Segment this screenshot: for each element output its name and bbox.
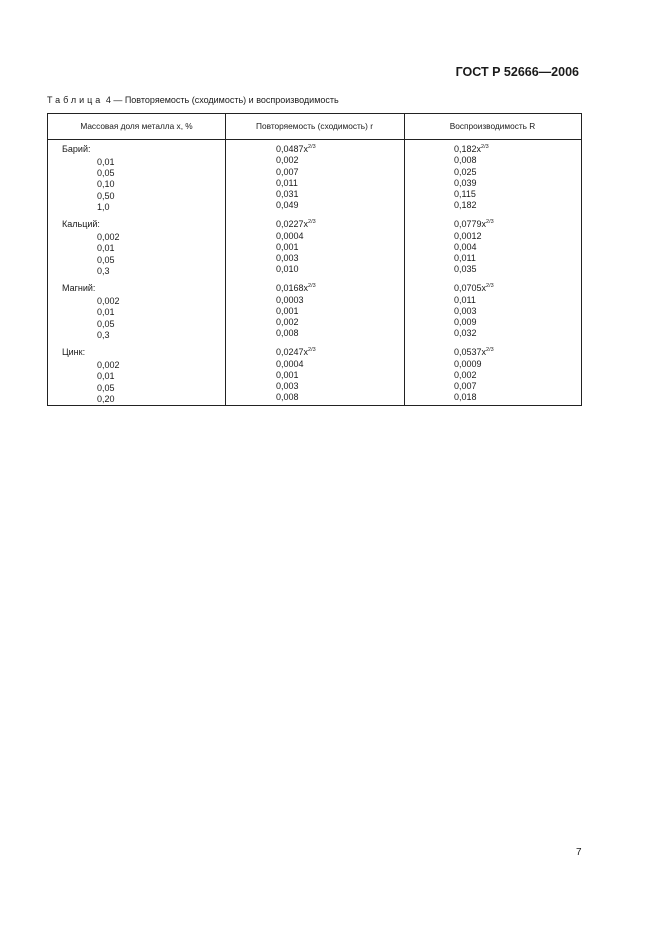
table-row [48,317,581,328]
mass-fraction-value: 1,0 [97,201,110,212]
formula-text: 0,0705x [454,283,487,294]
reproducibility-value: 0,004 [454,241,477,252]
reproducibility-value: 0,039 [454,177,477,188]
repeatability-formula [276,347,316,358]
repeatability-value: 0,002 [276,317,299,328]
formula-text: 0,0487x [276,144,309,154]
repeatability-formula [276,144,316,155]
reproducibility-value: 0,182 [454,200,477,211]
reproducibility-value: 0,032 [454,328,477,339]
metal-group [48,219,581,275]
reproducibility-value: 0,025 [454,166,477,177]
formula-text: 0,0779x [454,219,487,230]
repeatability-value: 0,031 [276,189,299,200]
mass-fraction-value: 0,002 [97,232,120,243]
table-row [48,306,581,317]
table-caption-title: — Повторяемость (сходимость) и воспроизводимость [110,95,339,105]
table-row [48,167,581,178]
repeatability-value: 0,0004 [276,358,304,369]
repeatability-value: 0,002 [276,155,299,166]
table-row [48,328,581,339]
reproducibility-value: 0,007 [454,381,477,392]
reproducibility-value: 0,003 [454,305,477,316]
table-row [48,359,581,370]
repeatability-value: 0,003 [276,381,299,392]
mass-fraction-value: 0,3 [97,265,110,276]
metal-name: Цинк: [62,347,86,358]
table-row [48,242,581,253]
exponent: 2/3 [308,144,316,150]
mass-fraction-value: 0,01 [97,156,115,167]
exponent: 2/3 [486,283,494,290]
reproducibility-value: 0,002 [454,369,477,380]
header-divider [48,139,581,140]
table-row [48,370,581,381]
formula-text: 0,182x [454,144,482,154]
exponent: 2/3 [308,219,316,226]
repeatability-value: 0,011 [276,177,298,188]
table-row [48,189,581,200]
repeatability-value: 0,001 [276,241,299,252]
reproducibility-value: 0,011 [454,253,476,264]
metal-name: Барий: [62,144,91,154]
repeatability-value: 0,003 [276,253,299,264]
mass-fraction-value: 0,10 [97,179,115,190]
metal-group [48,144,581,212]
formula-text: 0,0247x [276,347,309,358]
formula-text: 0,0168x [276,283,309,294]
repeatability-value: 0,001 [276,305,299,316]
repeatability-value: 0,049 [276,200,299,211]
mass-fraction-value: 0,50 [97,190,115,201]
mass-fraction-value: 0,05 [97,254,115,265]
mass-fraction-value: 0,01 [97,307,115,318]
repeatability-value: 0,0004 [276,230,304,241]
mass-fraction-value: 0,05 [97,382,115,393]
mass-fraction-value: 0,01 [97,243,115,254]
table-row [48,381,581,392]
table-row [48,231,581,242]
column-header-repeatability: Повторяемость (сходимость) r [256,121,373,131]
reproducibility-value: 0,115 [454,189,476,200]
mass-fraction-value: 0,20 [97,393,115,404]
exponent: 2/3 [486,347,494,354]
document-code: ГОСТ Р 52666—2006 [455,65,579,79]
reproducibility-formula [454,219,494,230]
formula-text: 0,0227x [276,219,309,230]
precision-table [47,113,582,406]
table-caption-number: 4 [105,95,111,105]
reproducibility-value: 0,011 [454,294,476,305]
reproducibility-value: 0,018 [454,392,477,403]
repeatability-value: 0,008 [276,392,299,403]
page-number: 7 [576,847,582,858]
reproducibility-value: 0,009 [454,317,477,328]
reproducibility-value: 0,0009 [454,358,482,369]
formula-text: 0,0537x [454,347,487,358]
column-header-reproducibility: Воспроизводимость R [449,121,536,131]
repeatability-formula [276,219,316,230]
repeatability-formula [276,283,316,294]
repeatability-value: 0,0003 [276,294,304,305]
mass-fraction-value: 0,002 [97,360,120,371]
reproducibility-formula [454,347,494,358]
exponent: 2/3 [486,219,494,226]
table-row [48,295,581,306]
repeatability-value: 0,007 [276,166,299,177]
table-row [48,264,581,275]
mass-fraction-value: 0,01 [97,371,115,382]
table-row [48,283,581,294]
repeatability-value: 0,010 [276,264,299,275]
repeatability-value: 0,008 [276,328,299,339]
mass-fraction-value: 0,05 [97,318,115,329]
reproducibility-formula [454,283,494,294]
reproducibility-value: 0,035 [454,264,477,275]
repeatability-value: 0,001 [276,369,299,380]
metal-group [48,283,581,339]
table-row [48,200,581,211]
table-row [48,178,581,189]
table-row [48,253,581,264]
exponent: 2/3 [308,283,316,290]
exponent: 2/3 [308,347,316,354]
table-row [48,347,581,358]
exponent: 2/3 [481,144,489,150]
mass-fraction-value: 0,002 [97,296,120,307]
metal-name: Кальций: [62,219,100,230]
table-row [48,392,581,403]
mass-fraction-value: 0,05 [97,168,115,179]
table-body [48,144,581,411]
table-caption-label: Таблица [47,95,104,105]
reproducibility-formula [454,144,489,155]
metal-group [48,347,581,403]
reproducibility-value: 0,0012 [454,230,482,241]
reproducibility-value: 0,008 [454,155,477,166]
mass-fraction-value: 0,3 [97,329,110,340]
table-row [48,144,581,155]
table-row [48,219,581,230]
table-row [48,155,581,166]
metal-name: Магний: [62,283,96,294]
table-caption [47,95,339,105]
column-header-mass-fraction: Массовая доля металла x, % [80,121,193,131]
